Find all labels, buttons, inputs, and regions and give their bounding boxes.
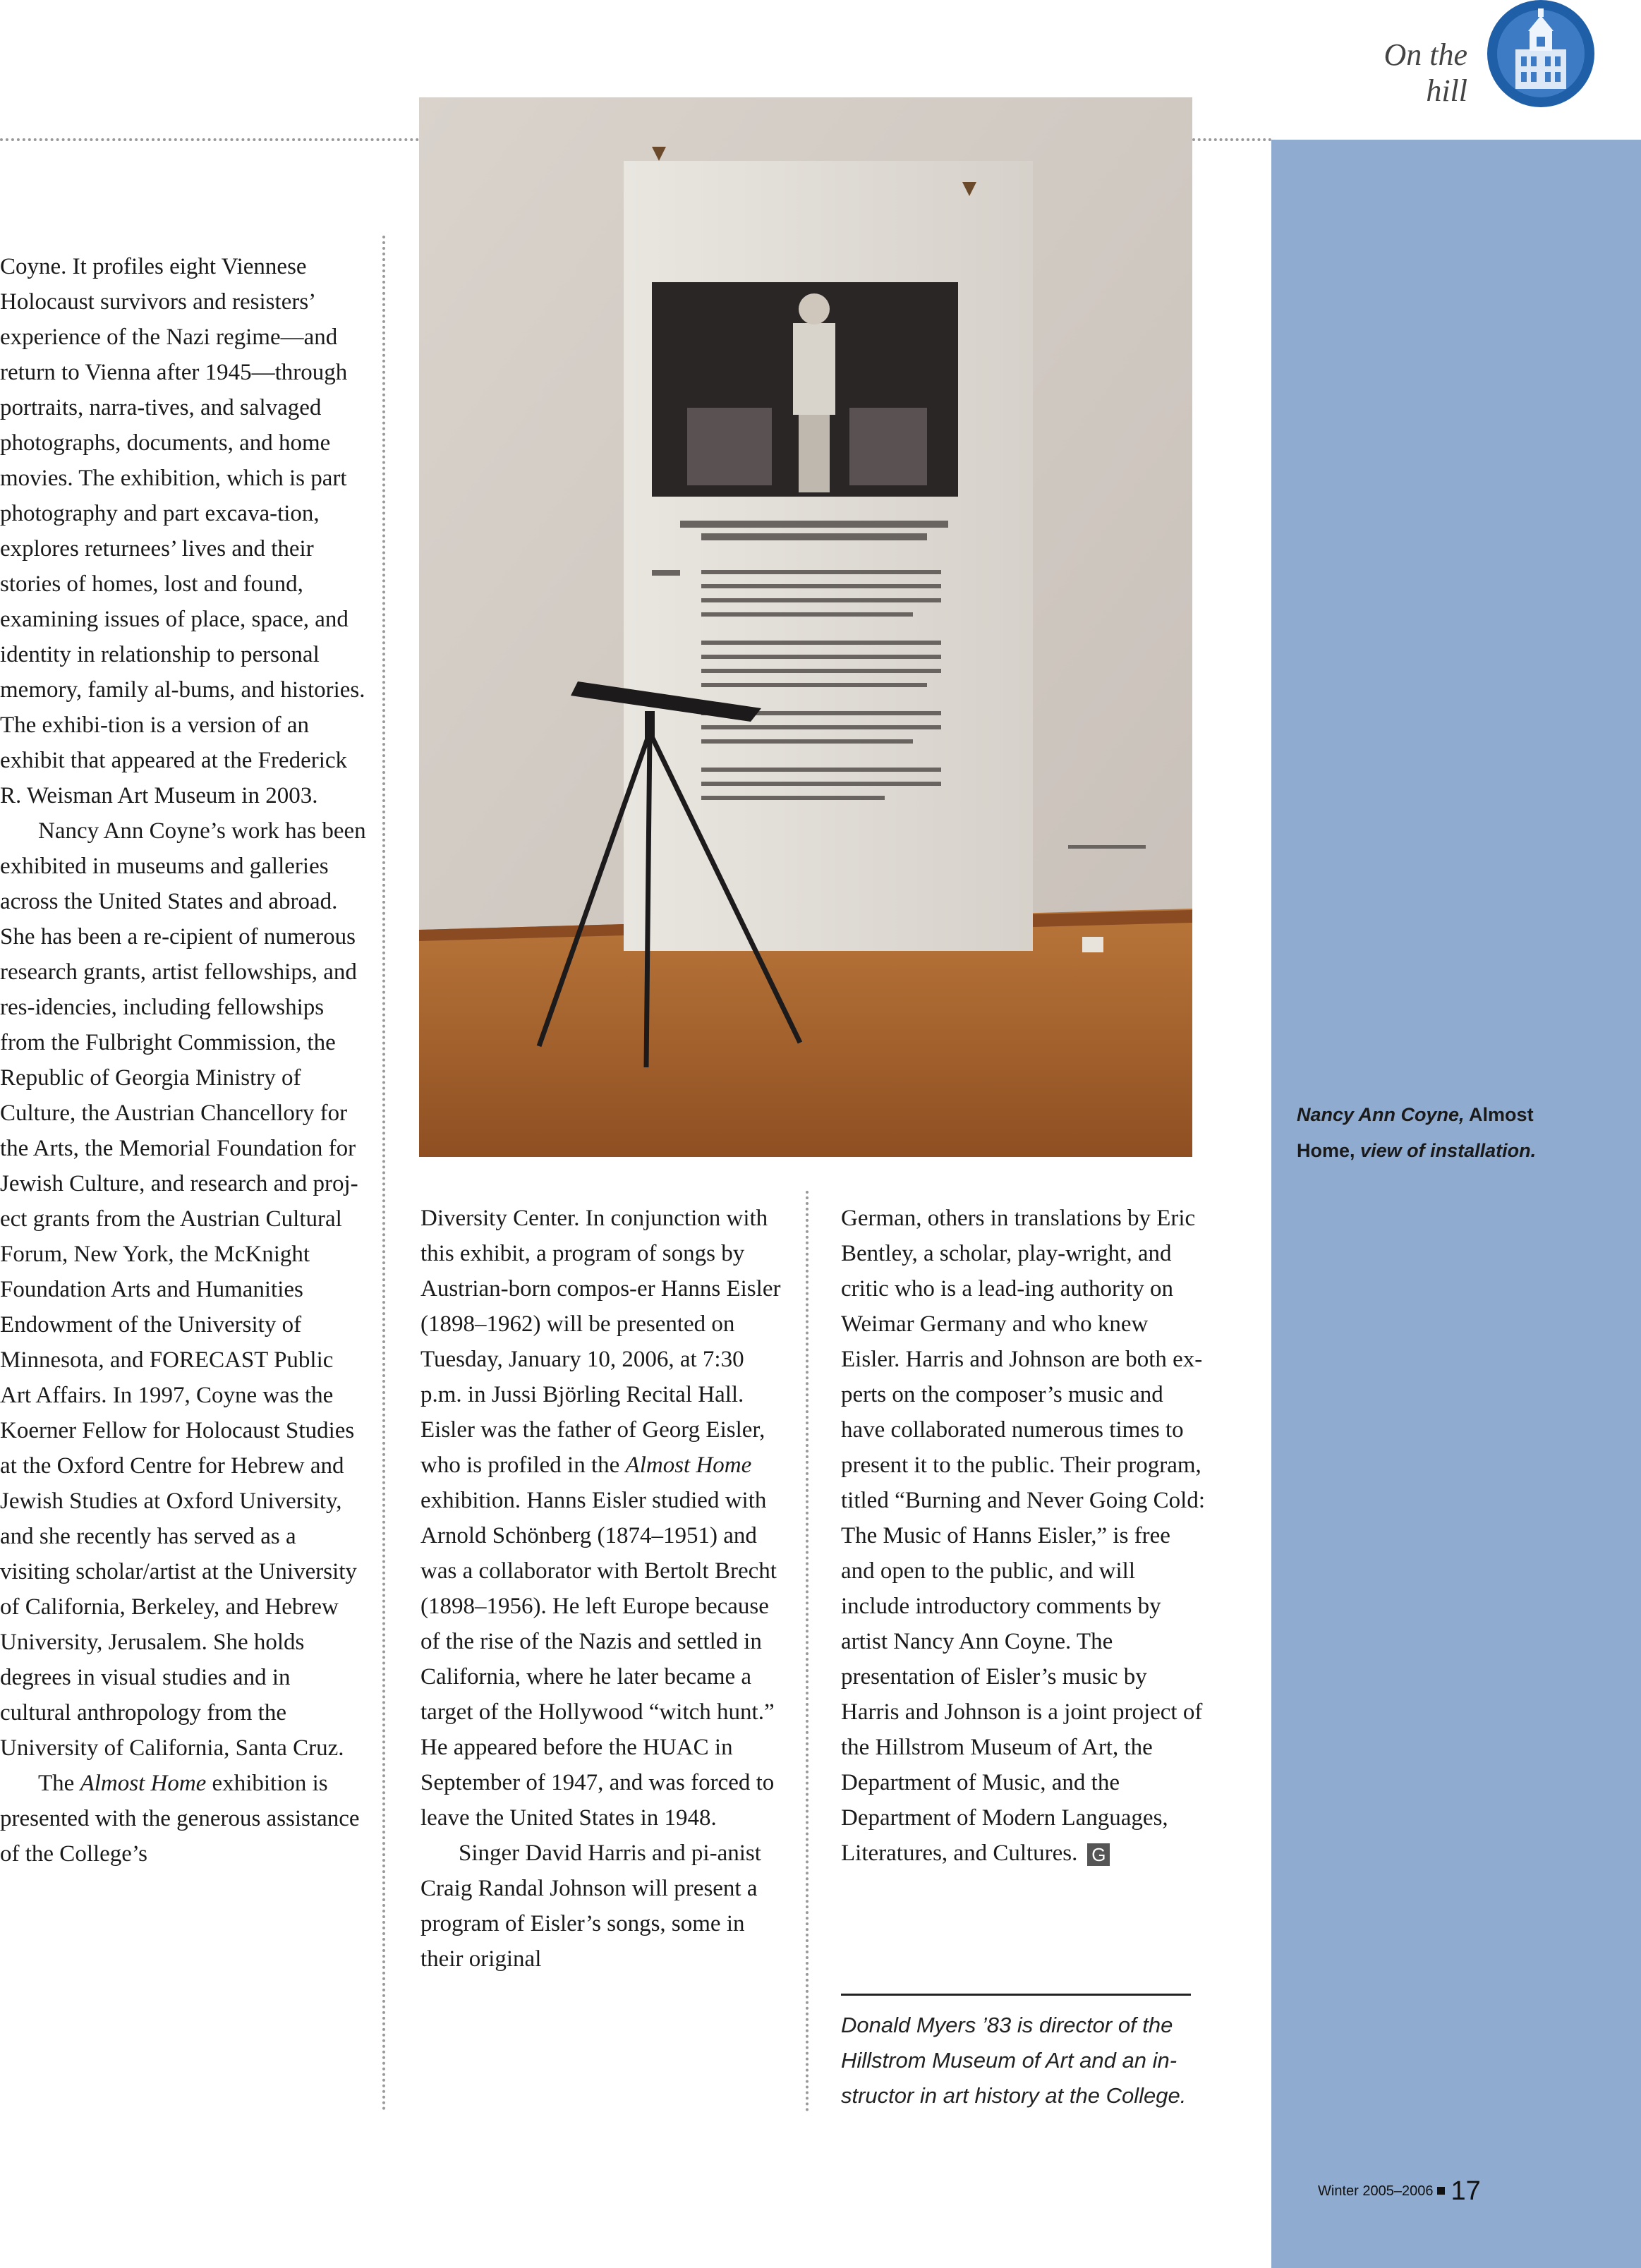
issue-label: Winter 2005–2006 [1318, 2183, 1434, 2199]
building-seal-icon [1487, 0, 1594, 111]
installation-photo [419, 97, 1192, 1157]
article-column-3 [841, 1201, 1208, 1871]
column-rule-2 [806, 1191, 809, 2112]
author-byline: Donald Myers ’83 is director of the Hillstrom Museum of Art and an in-structor in art history at the College. [841, 2013, 1187, 2108]
column-rule-1 [382, 236, 385, 2112]
article-column-2 [420, 1201, 787, 1977]
page-footer [1318, 2176, 1487, 2207]
paragraph: Diversity Center. In conjunction with this exhibit, a program of songs by Austrian-born compos-er Hanns Eisler (1898–1962) will be presented on Tuesday, January 10, 2006, at 7:30 p.m. in Jussi Björling Recital Hall. Eisler was the father of Georg Eisler, who is profiled in the Almost Home exhibition. Hanns Eisler studied with Arnold Schönberg (1874–1951) and was a collaborator with Bertolt Brecht (1898–1956). He left Europe because of the rise of the Nazis and settled in California, where he later became a target of the Hollywood “witch hunt.” He appeared before the HUAC in September of 1947, and was forced to leave the United States in 1948. [420, 1206, 781, 1831]
article-column-1 [0, 249, 367, 1872]
header-rule-left [0, 138, 419, 141]
section-title: On the hill [1383, 37, 1467, 108]
paragraph: Coyne. It profiles eight Viennese Holocaust survivors and resisters’ experience of the Nazi regime—and return to Vienna after 1945—through portraits, narra-tives, and salvaged photographs, documents, and home movies. The exhibition, which is part photography and part excava-tion, explores returnees’ lives and their stories of homes, lost and found, examining issues of place, space, and identity in relationship to personal memory, family al-bums, and histories. The exhibi-tion is a version of an exhibit that appeared at the Frederick R. Weisman Art Museum in 2003. [0, 254, 365, 808]
paragraph: Nancy Ann Coyne’s work has been exhibited in museums and galleries across the United States and abroad. She has been a re-cipient of numerous research grants, artist fellowships, and res-idencies, including fellowships from the Fulbright Commission, the Republic of Georgia Ministry of Culture, the Austrian Chancellory for the Arts, the Memorial Foundation for Jewish Culture, and research and proj-ect grants from the Austrian Cultural Forum, New York, the McKnight Foundation Arts and Humanities Endowment of the University of Minnesota, and FORECAST Public Art Affairs. In 1997, Coyne was the Koerner Fellow for Holocaust Studies at the Oxford Centre for Hebrew and Jewish Studies at Oxford University, and she recently has served as a visiting scholar/artist at the University of California, Berkeley, and Hebrew University, Jerusalem. She holds degrees in visual studies and in cultural anthropology from the University of California, Santa Cruz. [0, 818, 366, 1761]
photo-caption: Nancy Ann Coyne, Almost Home, view of installation. [1297, 1104, 1537, 1161]
sidebar-panel [1271, 140, 1641, 2268]
paragraph: German, others in translations by Eric Bentley, a scholar, play-wright, and critic who is a lead-ing authority on Weimar Germany and who knew Eisler. Harris and Johnson are both ex-perts on the composer’s music and have collaborated numerous times to present it to the public. Their program, titled “Burning and Never Going Cold: The Music of Hanns Eisler,” is free and open to the public, and will include introductory comments by artist Nancy Ann Coyne. The presentation of Eisler’s music by Harris and Johnson is a joint project of the Hillstrom Museum of Art, the Department of Music, and the Department of Modern Languages, Literatures, and Cultures. G [841, 1206, 1205, 1866]
byline-rule [841, 1994, 1191, 1996]
paragraph: The Almost Home exhibition is presented with the generous assistance of the College’s [0, 1771, 360, 1867]
end-mark-icon: G [1087, 1843, 1110, 1866]
page-number: 17 [1451, 2176, 1481, 2206]
header-rule-right [1192, 138, 1271, 141]
paragraph: Singer David Harris and pi-anist Craig Randal Johnson will present a program of Eisler’s songs, some in their original [420, 1841, 761, 1972]
